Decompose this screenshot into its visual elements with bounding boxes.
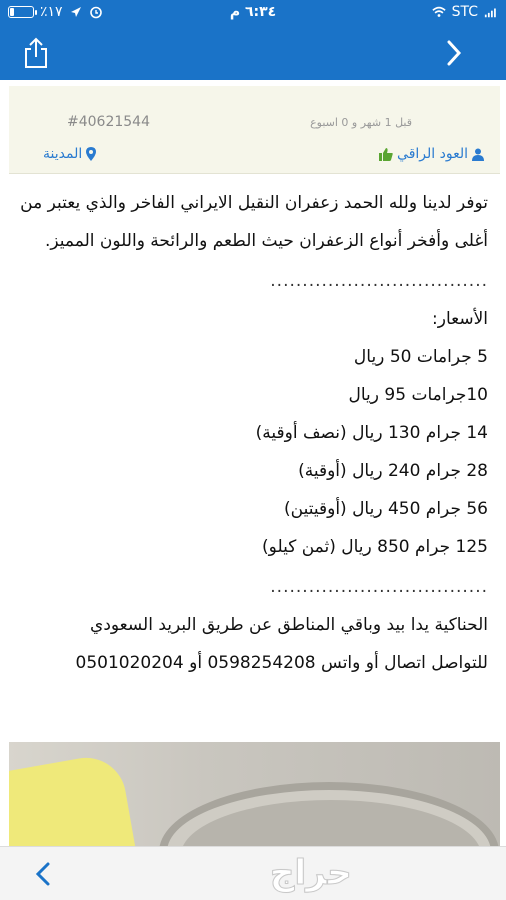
back-button[interactable] bbox=[28, 859, 58, 889]
price-item: 14 جرام 130 ريال (نصف أوقية) bbox=[255, 423, 488, 443]
price-item: 5 جرامات 50 ريال bbox=[353, 347, 488, 367]
haraj-logo: حراج bbox=[270, 853, 352, 893]
status-time: ٦:٣٤ م bbox=[229, 4, 277, 20]
price-item: 56 جرام 450 ريال (أوقيتين) bbox=[284, 499, 488, 519]
post-intro: توفر لدينا ولله الحمد زعفران النقيل الايراني الفاخر والذي يعتبر من أغلى وأفخر أنواع الزعفران حيث الطعم والرائحة واللون المميز. bbox=[20, 193, 488, 251]
battery-percent: ٪١٧ bbox=[40, 4, 63, 20]
share-button[interactable] bbox=[18, 35, 54, 71]
share-icon bbox=[23, 37, 49, 69]
user-name: العود الراقي bbox=[397, 146, 468, 162]
city-link[interactable] bbox=[43, 146, 96, 162]
nav-bar bbox=[0, 26, 506, 80]
post-id: #40621544 bbox=[67, 114, 150, 130]
post-body bbox=[20, 184, 488, 682]
post-photo[interactable] bbox=[9, 742, 500, 846]
contact-info: للتواصل اتصال أو واتس 0598254208 أو 0501020204 bbox=[75, 653, 488, 673]
price-item: 28 جرام 240 ريال (أوقية) bbox=[298, 461, 488, 481]
divider-bottom: .................................. bbox=[270, 577, 488, 597]
city-name: المدينة bbox=[43, 146, 83, 162]
signal-icon bbox=[484, 5, 498, 19]
post-time-ago: قبل 1 شهر و 0 اسبوع bbox=[310, 116, 412, 129]
carrier-name: STC bbox=[451, 4, 478, 20]
status-right bbox=[432, 4, 498, 20]
shipping-info: الحناكية يدا بيد وباقي المناطق عن طريق البريد السعودي bbox=[90, 615, 488, 635]
map-pin-icon bbox=[86, 147, 96, 161]
forward-button[interactable] bbox=[436, 35, 472, 71]
user-icon bbox=[472, 148, 484, 161]
thumbs-up-icon bbox=[379, 148, 393, 161]
wifi-icon bbox=[432, 5, 446, 19]
chevron-left-icon bbox=[34, 861, 52, 887]
chevron-right-icon bbox=[444, 39, 464, 67]
price-item: 125 جرام 850 ريال (ثمن كيلو) bbox=[262, 537, 488, 557]
divider-top: .................................. bbox=[270, 271, 488, 291]
status-bar bbox=[0, 0, 506, 26]
bottom-bar bbox=[0, 846, 506, 900]
prices-title: الأسعار: bbox=[432, 309, 488, 329]
user-link[interactable] bbox=[379, 146, 484, 162]
post-meta bbox=[9, 86, 500, 174]
photo-lid bbox=[9, 752, 138, 846]
price-item: 10جرامات 95 ريال bbox=[348, 385, 488, 405]
